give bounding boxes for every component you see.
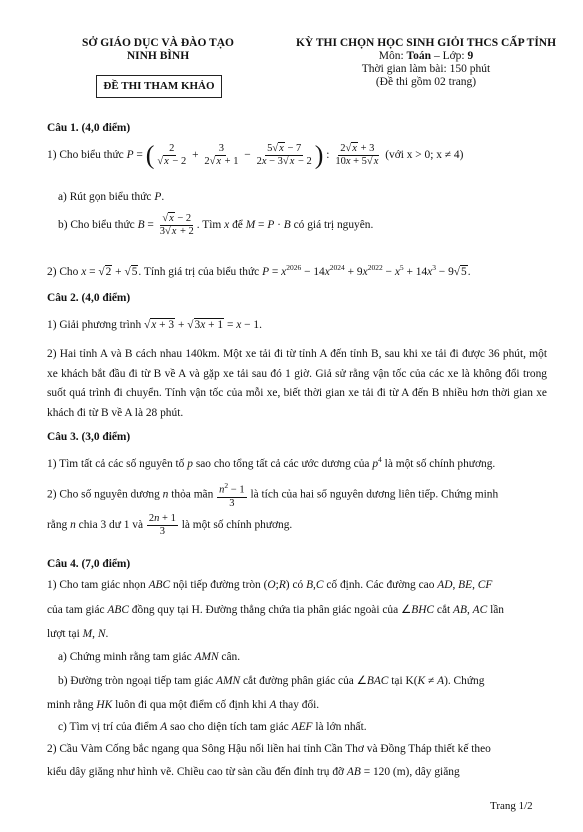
q3-part2: 2) Cho số nguyên dương n thỏa mãn $\frac{n^2 - 1}{3}$ là tích của hai số nguyên dương liên tiếp. Chứng minh bbox=[47, 481, 499, 509]
exam-header bbox=[286, 37, 566, 89]
department-line-1: SỞ GIÁO DỤC VÀ ĐÀO TẠO bbox=[82, 37, 234, 49]
q2-part1: 1) Giải phương trình √x + 3 + √3x + 1 = x − 1. bbox=[47, 319, 262, 331]
q4-part1a: a) Chứng minh rằng tam giác AMN cân. bbox=[58, 651, 241, 663]
subject-line: Môn: Toán – Lớp: 9 bbox=[378, 50, 474, 62]
question-2-title: Câu 2. (4,0 điểm) bbox=[47, 292, 131, 304]
q4-part1b: b) Đường tròn ngoại tiếp tam giác AMN cắt đường phân giác của ∠BAC tại K(K ≠ A). Chứng bbox=[58, 675, 485, 687]
question-3-title: Câu 3. (3,0 điểm) bbox=[47, 431, 131, 443]
q4-part2-line1: 2) Cầu Vàm Cống bắc ngang qua Sông Hậu nối liền hai tỉnh Cần Thơ và Đồng Tháp thiết kế theo bbox=[47, 743, 491, 755]
department-line-2: NINH BÌNH bbox=[126, 50, 190, 62]
exam-title: KỲ THI CHỌN HỌC SINH GIỎI THCS CẤP TỈNH bbox=[295, 37, 557, 49]
q4-part1c: c) Tìm vị trí của điểm A sao cho diện tích tam giác AEF là lớn nhất. bbox=[58, 721, 367, 733]
question-4-title: Câu 4. (7,0 điểm) bbox=[47, 558, 131, 570]
q3-part2-cont: rằng n chia 3 dư 1 và $\frac{2n + 1}{3}$ là một số chính phương. bbox=[47, 513, 293, 537]
q1-part1-expression: 1) Cho biểu thức P = ( $\frac{2}{√x - 2}$ + $\frac{3}{2√x + 1}$ − $\frac{5√x - 7}{2x - 3√x - 2}$ ) : $\frac{2√x + 3}{10x + 5√x}$ (với x > 0; x ≠ 4) bbox=[47, 140, 464, 170]
q4-part1-line2: của tam giác ABC đồng quy tại H. Đường thẳng chứa tia phân giác ngoài của ∠BHC cắt AB, AC lần bbox=[47, 604, 504, 616]
department-header bbox=[58, 37, 258, 63]
q1-part1a: a) Rút gọn biểu thức P. bbox=[58, 191, 165, 203]
q1-part2: 2) Cho x = √2 + √5. Tính giá trị của biểu thức $P = x^{2026} - 14x^{2024} + 9x^{2022} - x^5 + 14x^3 - 9√5$. bbox=[47, 263, 471, 278]
page-number: Trang 1/2 bbox=[490, 800, 533, 812]
question-1-title: Câu 1. (4,0 điểm) bbox=[47, 122, 131, 134]
time-line: Thời gian làm bài: 150 phút bbox=[361, 63, 491, 75]
q4-part1-line3: lượt tại M, N. bbox=[47, 628, 109, 640]
q2-part2: 2) Hai tỉnh A và B cách nhau 140km. Một xe tải đi từ tỉnh A đến tỉnh B, sau khi xe tải đi được 36 phút, một xe khách bắt đầu đi từ B về A và gặp xe tải sau đó 1 giờ. Giả sử rằng vận tốc của các xe là không đổi trong suốt quá trình đi chuyển. Tính vận tốc của mỗi xe, biết thời gian xe tải đi từ A đến B nhiều hơn thời gian xe khách đi từ B về A là 28 phút. bbox=[47, 348, 547, 419]
exam-type-box: ĐỀ THI THAM KHẢO bbox=[96, 75, 222, 98]
q4-part2-line2: kiểu dây giăng như hình vẽ. Chiều cao từ sàn cầu đến đỉnh trụ đỡ AB = 120 (m), dây giăng bbox=[47, 766, 460, 778]
q4-part1b-cont: minh rằng HK luôn đi qua một điểm cố định khi A thay đổi. bbox=[47, 699, 320, 711]
q4-part1-line1: 1) Cho tam giác nhọn ABC nội tiếp đường tròn (O;R) có B,C cố định. Các đường cao AD, BE, CF bbox=[47, 579, 493, 591]
q1-part1b: b) Cho biểu thức B = $\frac{√x - 2}{3√x + 2}$ . Tìm x để M = P · B có giá trị nguyên. bbox=[58, 213, 374, 237]
q3-part1: 1) Tìm tất cả các số nguyên tố p sao cho tổng tất cả các ước dương của $p^4$ là một số chính phương. bbox=[47, 455, 496, 470]
page-count-line: (Đề thi gồm 02 trang) bbox=[375, 76, 477, 88]
